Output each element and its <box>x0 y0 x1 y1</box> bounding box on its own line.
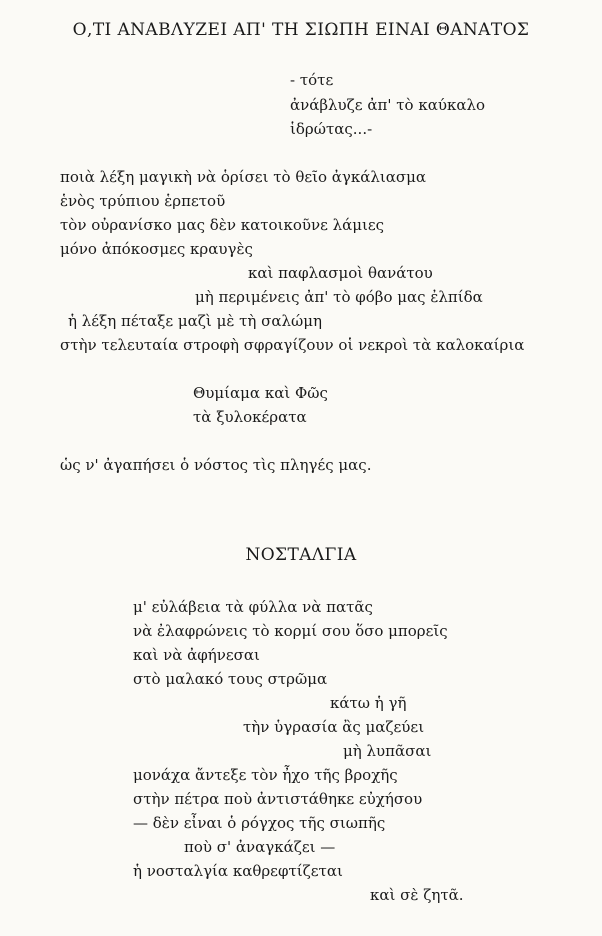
poem2-title: ΝΟΣΤΑΛΓΙΑ <box>245 545 357 565</box>
poem1-title: Ο,ΤΙ ΑΝΑΒΛΥΖΕΙ ΑΠ' ΤΗ ΣΙΩΠΗ ΕΙΝΑΙ ΘΑΝΑΤΟΣ <box>72 20 530 40</box>
poem2-line: μ' εὐλάβεια τὰ φύλλα νὰ πατᾶς <box>133 598 373 616</box>
poem1-line: ἀνάβλυζε ἀπ' τὸ καύκαλο <box>290 96 485 114</box>
poem2-line: μὴ λυπᾶσαι <box>343 742 432 760</box>
poem1-line: Θυμίαμα καὶ Φῶς <box>193 384 328 402</box>
poem1-line: τὰ ξυλοκέρατα <box>193 408 307 426</box>
poem1-line: μὴ περιμένεις ἀπ' τὸ φόβο μας ἐλπίδα <box>195 288 483 306</box>
poem1-line: ἱδρώτας...- <box>290 120 373 138</box>
poem1-line: στὴν τελευταία στροφὴ σφραγίζουν οἱ νεκροὶ τὰ καλοκαίρια <box>60 336 525 354</box>
poem1-line: ὡς ν' ἀγαπήσει ὁ νόστος τὶς πληγές μας. <box>60 456 372 474</box>
poem2-line: κάτω ἡ γῆ <box>330 694 407 712</box>
poem2-line: τὴν ὑγρασία ἂς μαζεύει <box>243 718 425 736</box>
poem2-line: στὴν πέτρα ποὺ ἀντιστάθηκε εὐχήσου <box>133 790 423 808</box>
poem1-line: ἡ λέξη πέταξε μαζὶ μὲ τὴ σαλώμη <box>68 312 323 330</box>
poem2-line: καὶ νὰ ἀφήνεσαι <box>133 646 260 664</box>
poem2-line: μονάχα ἄντεξε τὸν ἦχο τῆς βροχῆς <box>133 766 398 784</box>
poem2-line: ποὺ σ' ἀναγκάζει — <box>184 838 336 856</box>
poem1-line: ποιὰ λέξη μαγικὴ νὰ ὁρίσει τὸ θεῖο ἀγκάλιασμα <box>60 168 427 186</box>
poem2-line: στὸ μαλακό τους στρῶμα <box>133 670 328 688</box>
poem1-line: μόνο ἀπόκοσμες κραυγὲς <box>60 240 253 258</box>
poem2-line: καὶ σὲ ζητᾶ. <box>370 886 464 904</box>
poem2-line: — δὲν εἶναι ὁ ρόγχος τῆς σιωπῆς <box>133 814 386 832</box>
poem2-line: ἡ νοσταλγία καθρεφτίζεται <box>133 862 343 880</box>
poem1-line: καὶ παφλασμοὶ θανάτου <box>248 264 433 282</box>
poem1-line: τὸν οὐρανίσκο μας δὲν κατοικοῦνε λάμιες <box>60 216 385 234</box>
poem1-line: ἑνὸς τρύπιου ἑρπετοῦ <box>60 192 226 210</box>
poem2-line: νὰ ἐλαφρώνεις τὸ κορμί σου ὅσο μπορεῖς <box>133 622 448 640</box>
poem1-line: - τότε <box>290 71 334 89</box>
